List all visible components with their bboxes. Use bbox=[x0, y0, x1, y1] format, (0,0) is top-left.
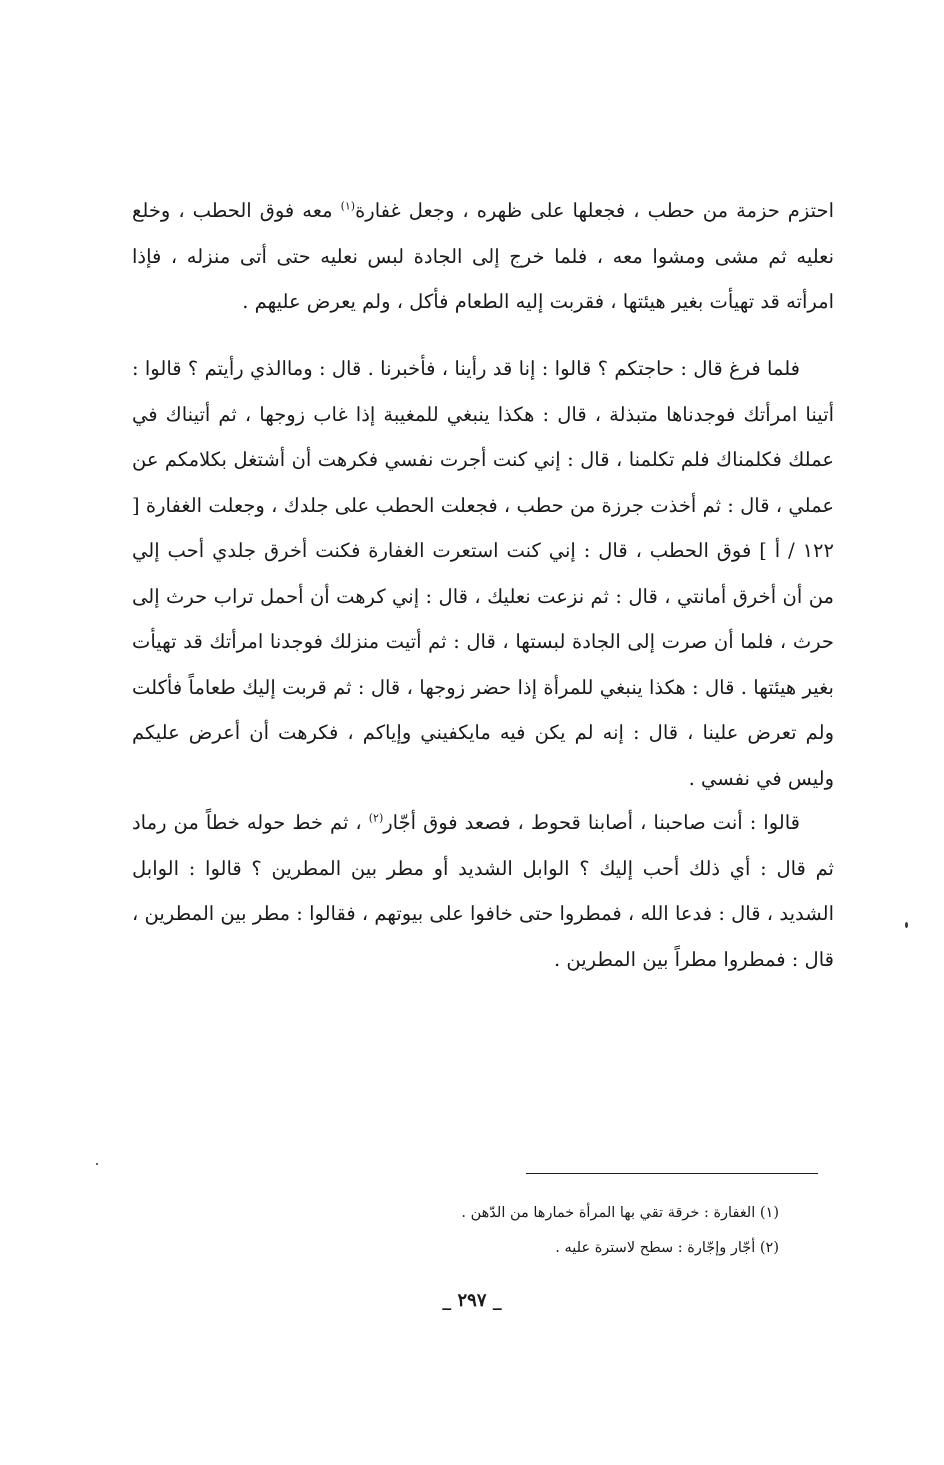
paragraph-1-text-start: احتزم حزمة من حطب ، فجعلها على ظهره ، وجعل غفارة bbox=[355, 199, 834, 222]
footnote-marker-2: (٢) bbox=[368, 811, 384, 825]
paragraph-1 bbox=[132, 188, 834, 325]
paragraph-2-text: فلما فرغ قال : حاجتكم ؟ قالوا : إنا قد رأينا ، فأخبرنا . قال : وماالذي رأيتم ؟ قالوا : أتينا امرأتك فوجدناها متبذلة ، قال : هكذا ينبغي للمغيبة إذا غاب زوجها ، ثم أتيناك في عملك فكلمناك فلم تكلمنا ، قال : إني كنت أجرت نفسي فكرهت أن أشتغل بكلامكم عن عملي ، قال : ثم أخذت جرزة من حطب ، فجعلت الحطب على جلدك ، وجعلت الغفارة [ ١٢٢ / أ ] فوق الحطب ، قال : إني كنت استعرت الغفارة فكنت أخرق جلدي أحب إلي من أن أخرق أمانتي ، قال : ثم نزعت نعليك ، قال : إني كرهت أن أحمل تراب حرث إلى حرث ، فلما أن صرت إلى الجادة لبستها ، قال : ثم أتيت منزلك فوجدنا امرأتك قد تهيأت بغير هيئتها . قال : هكذا ينبغي للمرأة إذا حضر زوجها ، قال : ثم قربت إليك طعاماً فأكلت ولم تعرض علينا ، قال : إنه لم يكن فيه مايكفيني وإياكم ، فكرهت أن أعرض عليكم وليس في نفسي . bbox=[132, 357, 834, 790]
footnote-2: (٢) أجّار وإجّارة : سطح لاسترة عليه . bbox=[555, 1240, 779, 1256]
page-number: _ ٢٩٧ _ bbox=[442, 1290, 502, 1311]
footnote-separator bbox=[526, 1173, 818, 1174]
paragraph-2 bbox=[132, 346, 834, 801]
paragraph-1-text-end: معه فوق الحطب ، وخلع نعليه ثم مشى ومشوا معه ، فلما خرج إلى الجادة لبس نعليه حتى أتى منزله ، فإذا امرأته قد تهيأت بغير هيئتها ، فقربت إليه الطعام فأكل ، ولم يعرض عليهم . bbox=[132, 199, 834, 313]
paragraph-3-text-start: قالوا : أنت صاحبنا ، أصابنا قحوط ، فصعد فوق أجّار bbox=[383, 811, 800, 834]
scan-speck bbox=[905, 922, 908, 928]
footnote-marker-1: (١) bbox=[340, 199, 356, 213]
scan-speck bbox=[96, 1163, 98, 1165]
paragraph-3-text-end: ، ثم خط حوله خطاً من رماد ثم قال : أي ذلك أحب إليك ؟ الوابل الشديد أو مطر بين المطرين ؟ قالوا : الوابل الشديد ، قال : فدعا الله ، فمطروا حتى خافوا على بيوتهم ، فقالوا : مطر بين المطرين ، قال : فمطروا مطراً بين المطرين . bbox=[132, 811, 834, 971]
footnote-1: (١) الغفارة : خرقة تقي بها المرأة خمارها من الدّهن . bbox=[461, 1205, 779, 1221]
paragraph-3 bbox=[132, 800, 834, 982]
